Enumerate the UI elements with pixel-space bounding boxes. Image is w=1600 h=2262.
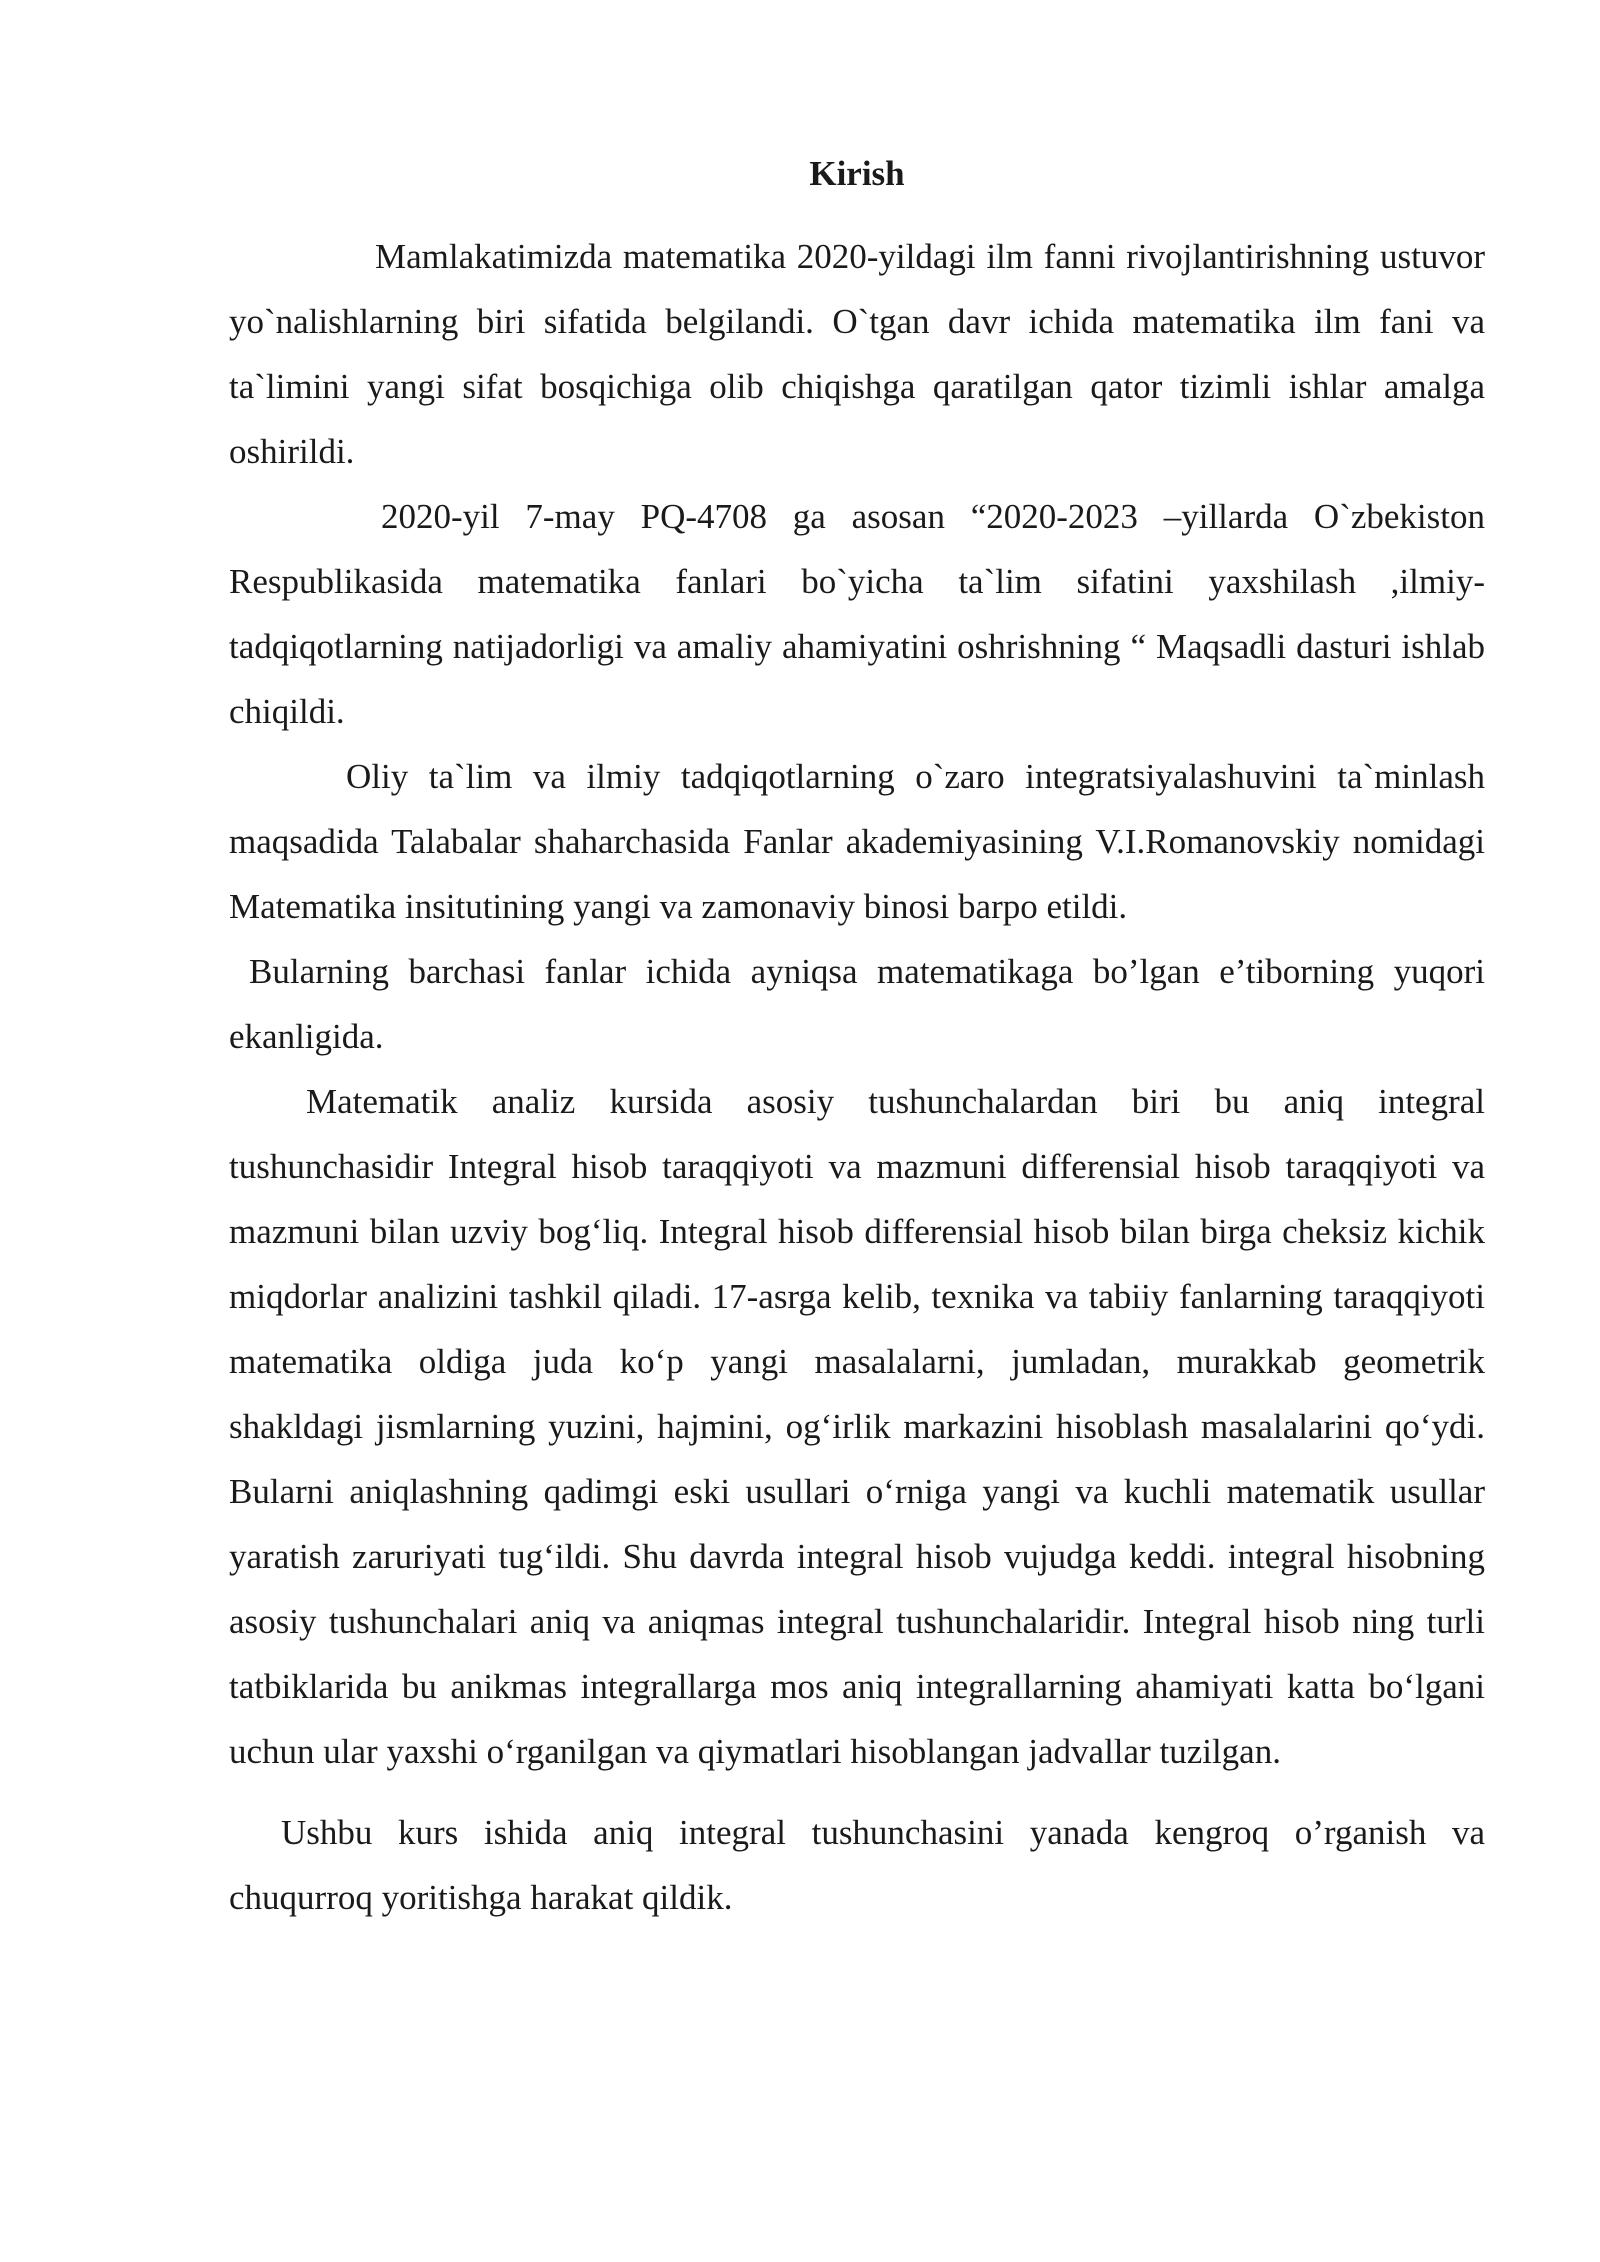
- paragraph-2: 2020-yil 7-may PQ-4708 ga asosan “2020-2023 –yillarda O`zbekiston Respublikasida matematika fanlari bo`yicha ta`lim sifatini yaxshilash ,ilmiy-tadqiqotlarning natijadorligi va amaliy ahamiyatini oshrishning “ Maqsadli dasturi ishlab chiqildi.: [229, 497, 1485, 731]
- paragraph-1: Mamlakatimizda matematika 2020-yildagi ilm fanni rivojlantirishning ustuvor yo`nalishlarning biri sifatida belgilandi. O`tgan davr ichida matematika ilm fani va ta`limini yangi sifat bosqichiga olib chiqishga qaratilgan qator tizimli ishlar amalga oshirildi.: [229, 237, 1485, 471]
- paragraph-6: Ushbu kurs ishida aniq integral tushunchasini yanada kengroq o’rganish va chuqurroq yoritishga harakat qildik.: [229, 1813, 1485, 1917]
- paragraph-4: Bularning barchasi fanlar ichida ayniqsa matematikaga bo’lgan e’tiborning yuqori ekanligida.: [229, 952, 1485, 1056]
- page-title: Kirish: [809, 154, 905, 193]
- paragraph-5: Matematik analiz kursida asosiy tushunchalardan biri bu aniq integral tushunchasidir Integral hisob taraqqiyoti va mazmuni differensial hisob taraqqiyoti va mazmuni bilan uzviy bog‘liq. Integral hisob differensial hisob bilan birga cheksiz kichik miqdorlar analizini tashkil qiladi. 17-asrga kelib, texnika va tabiiy fanlarning taraqqiyoti matematika oldiga juda ko‘p yangi masalalarni, jumladan, murakkab geometrik shakldagi jismlarning yuzini, hajmini, og‘irlik markazini hisoblash masalalarini qo‘ydi. Bularni aniqlashning qadimgi eski usullari o‘rniga yangi va kuchli matematik usullar yaratish zaruriyati tug‘ildi. Shu davrda integral hisob vujudga keddi. integral hisobning asosiy tushunchalari aniq va aniqmas integral tushunchalaridir. Integral hisob ning turli tatbiklarida bu anikmas integrallarga mos aniq integrallarning ahamiyati katta bo‘lgani uchun ular yaxshi o‘rganilgan va qiymatlari hisoblangan jadvallar tuzilgan.: [229, 1082, 1485, 1771]
- document-page: [229, 146, 1485, 1930]
- paragraph-3: Oliy ta`lim va ilmiy tadqiqotlarning o`zaro integratsiyalashuvini ta`minlash maqsadida Talabalar shaharchasida Fanlar akademiyasining V.I.Romanovskiy nomidagi Matematika insitutining yangi va zamonaviy binosi barpo etildi.: [229, 757, 1485, 926]
